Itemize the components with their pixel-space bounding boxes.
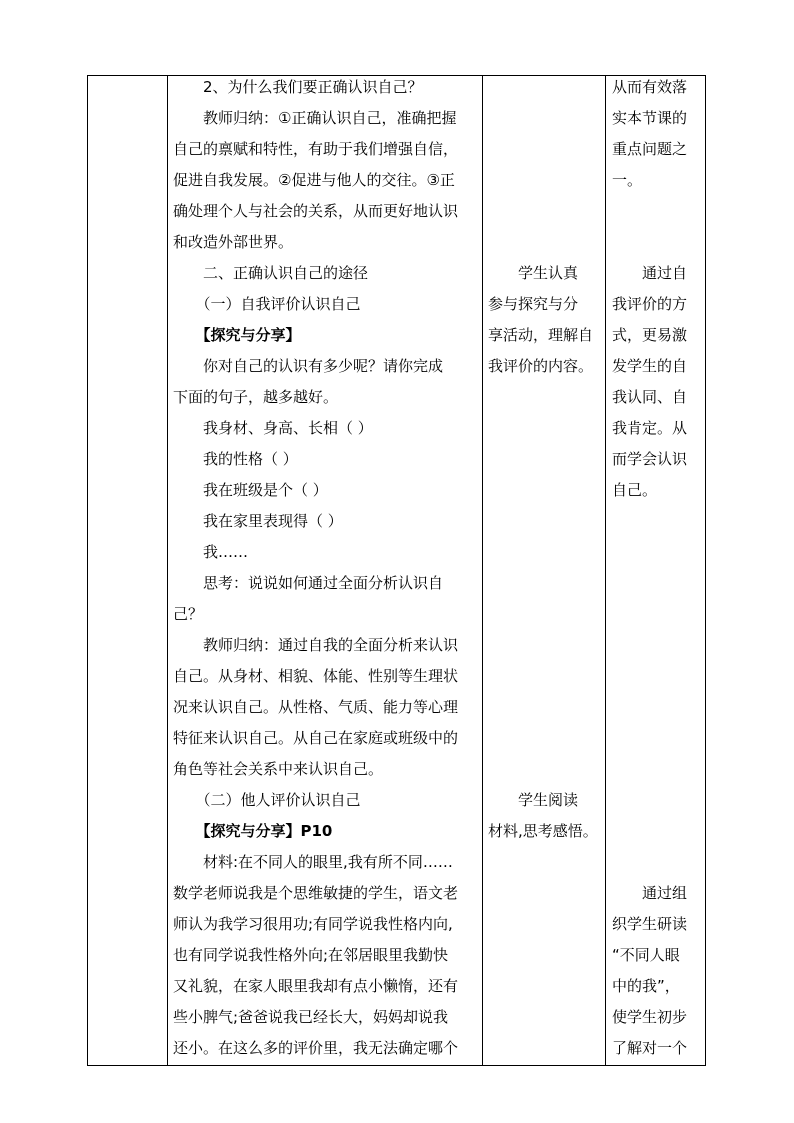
intent-line: 自己。 (612, 481, 658, 499)
content-line: 你对自己的认识有多少呢？请你完成 (173, 357, 444, 375)
content-line: 材料:在不同人的眼里,我有所不同…… (173, 853, 453, 871)
content-line: 我…… (173, 543, 249, 561)
activity-heading: 【探究与分享】P10 (173, 822, 333, 840)
intent-line: 一。 (612, 171, 643, 189)
student-line: 学生阅读 (488, 791, 579, 809)
activity-heading: 【探究与分享】 (173, 326, 301, 344)
content-line: 自己的禀赋和特性，有助于我们增强自信， (173, 140, 459, 158)
intent-line: 织学生研读 (612, 915, 688, 933)
intent-line: 我评价的方 (612, 295, 688, 313)
content-line: 促进自我发展。②促进与他人的交往。③正 (173, 171, 455, 189)
content-line: 我的性格（ ） (173, 450, 298, 468)
student-line: 学生认真 (488, 264, 579, 282)
content-line: 我在班级是个（ ） (173, 481, 328, 499)
intent-line: 通过自 (612, 264, 688, 282)
content-line: 自己。从身材、相貌、体能、性别等生理状 (173, 667, 459, 685)
intent-line: 使学生初步 (612, 1008, 688, 1026)
intent-line: 通过组 (612, 884, 688, 902)
student-line: 享活动，理解自 (488, 326, 594, 344)
subsection-heading: （二）他人评价认识自己 (173, 791, 361, 809)
content-line: 角色等社会关系中来认识自己。 (173, 760, 384, 778)
student-line: 参与探究与分 (488, 295, 579, 313)
section-heading: 二、正确认识自己的途径 (173, 264, 369, 282)
content-line: 己？ (173, 605, 204, 623)
student-line: 我评价的内容。 (488, 357, 594, 375)
content-line: 也有同学说我性格外向;在邻居眼里我勤快 (173, 946, 449, 964)
intent-line: 式，更易激 (612, 326, 688, 344)
content-line: 思考：说说如何通过全面分析认识自 (173, 574, 444, 592)
content-line: 下面的句子，越多越好。 (173, 388, 339, 406)
content-line: 些小脾气;爸爸说我已经长大，妈妈却说我 (173, 1008, 449, 1026)
table-border-bottom (87, 1065, 706, 1066)
content-line: 和改造外部世界。 (173, 233, 294, 251)
content-line: 还小。在这么多的评价里，我无法确定哪个 (173, 1039, 459, 1057)
content-line: 2、为什么我们要正确认识自己？ (173, 78, 423, 96)
content-line: 数学老师说我是个思维敏捷的学生，语文老 (173, 884, 459, 902)
intent-line: 了解对一个 (612, 1039, 688, 1057)
content-line: 况来认识自己。从性格、气质、能力等心理 (173, 698, 459, 716)
intent-line: 实本节课的 (612, 109, 688, 127)
content-line: 教师归纳：①正确认识自己，准确把握 (173, 109, 457, 127)
intent-line: “不同人眼 (612, 946, 680, 964)
content-line: 又礼貌，在家人眼里我却有点小懒惰，还有 (173, 977, 459, 995)
student-line: 材料,思考感悟。 (488, 822, 598, 840)
table-divider-2 (482, 75, 483, 1065)
subsection-heading: （一）自我评价认识自己 (173, 295, 361, 313)
intent-line: 我认同、自 (612, 388, 688, 406)
intent-line: 中的我”， (612, 977, 680, 995)
content-line: 我在家里表现得（ ） (173, 512, 343, 530)
table-divider-1 (167, 75, 168, 1065)
table-divider-3 (605, 75, 606, 1065)
intent-line: 发学生的自 (612, 357, 688, 375)
table-border-right (705, 75, 706, 1065)
content-line: 教师归纳：通过自我的全面分析来认识 (173, 636, 459, 654)
table-border-left (87, 75, 88, 1065)
content-line: 特征来认识自己。从自己在家庭或班级中的 (173, 729, 459, 747)
intent-line: 重点问题之 (612, 140, 688, 158)
table-border-top (87, 75, 706, 76)
content-line: 确处理个人与社会的关系，从而更好地认识 (173, 202, 459, 220)
intent-line: 而学会认识 (612, 450, 688, 468)
intent-line: 从而有效落 (612, 78, 688, 96)
content-line: 师认为我学习很用功;有同学说我性格内向, (173, 915, 453, 933)
content-line: 我身材、身高、长相（ ） (173, 419, 373, 437)
intent-line: 我肯定。从 (612, 419, 688, 437)
